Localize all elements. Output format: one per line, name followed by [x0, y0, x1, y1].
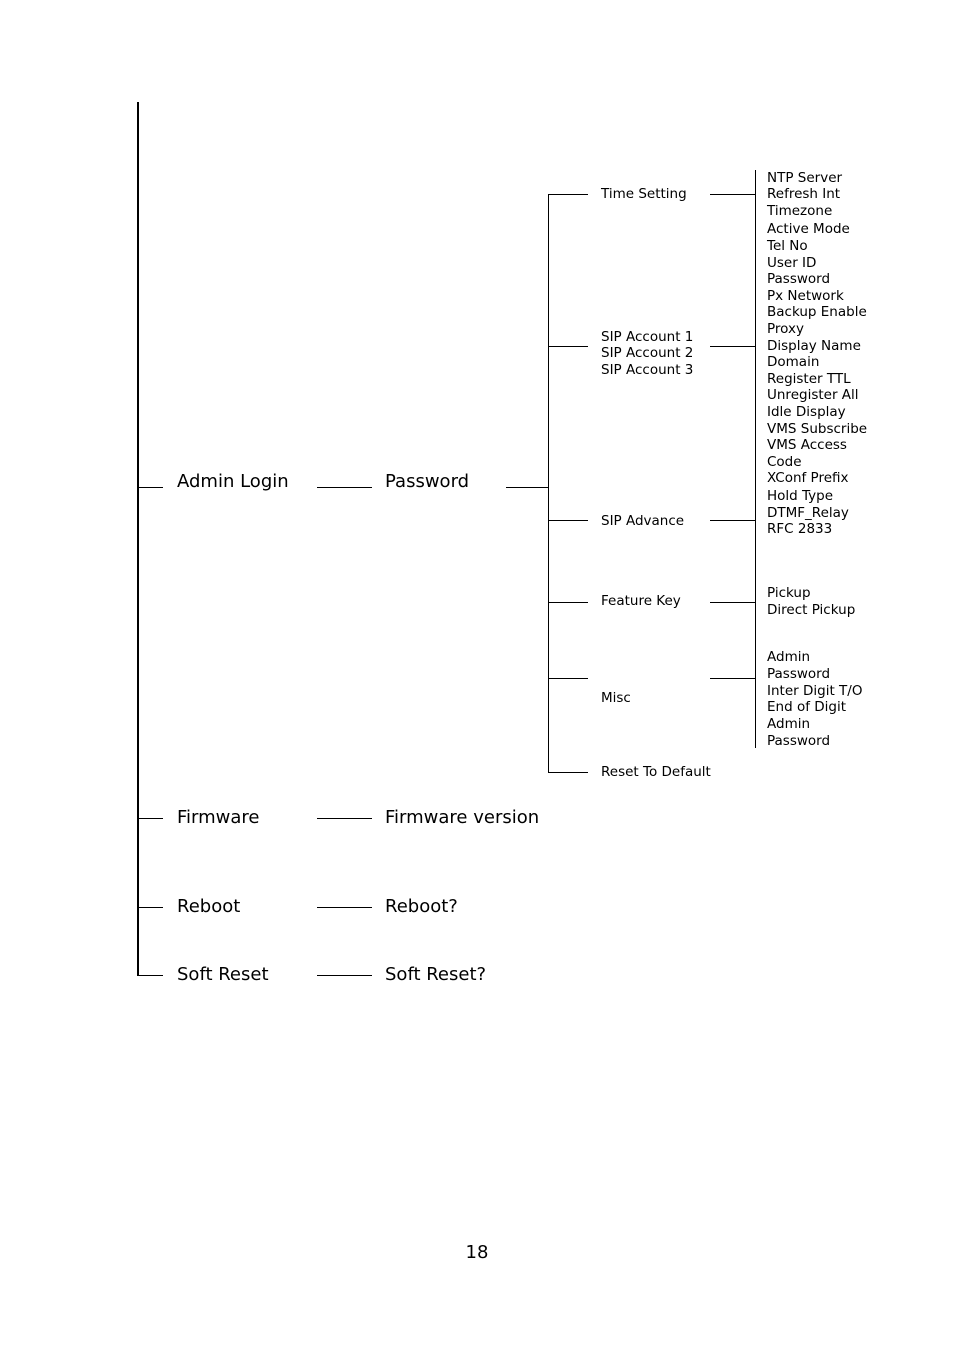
option-dtmf-relay: DTMF_Relay	[767, 505, 849, 521]
time-setting-options-connector	[710, 194, 755, 195]
option-refresh-int: Refresh Int	[767, 186, 841, 202]
sip-account-1-label: SIP Account 1	[601, 329, 694, 345]
soft-reset-label: Soft Reset	[177, 964, 269, 985]
options-trunk-line	[755, 170, 756, 748]
option-end-of-digit: End of Digit	[767, 699, 847, 715]
password-to-submenu-connector	[506, 487, 548, 488]
main-trunk-line	[137, 102, 139, 976]
option-admin-password-2: Admin Password	[767, 716, 831, 749]
feature-key-connector	[548, 602, 588, 603]
option-inter-digit-to: Inter Digit T/O	[767, 683, 863, 699]
option-backup-enable: Backup Enable	[767, 304, 867, 320]
feature-key-options-connector	[710, 602, 755, 603]
time-setting-connector	[548, 194, 588, 195]
option-password: Password	[767, 271, 831, 287]
password-label: Password	[385, 471, 470, 492]
option-xconf-prefix: XConf Prefix	[767, 470, 849, 486]
option-idle-display: Idle Display	[767, 404, 846, 420]
firmware-label: Firmware	[177, 807, 260, 828]
sip-account-options-connector	[710, 346, 755, 347]
option-register-ttl: Register TTL	[767, 371, 851, 387]
option-domain: Domain	[767, 354, 820, 370]
option-display-name: Display Name	[767, 338, 861, 354]
option-hold-type: Hold Type	[767, 488, 834, 504]
admin-login-to-password-connector	[317, 487, 372, 488]
option-active-mode: Active Mode	[767, 221, 850, 237]
submenu-trunk-line	[548, 194, 549, 772]
sip-account-connector	[548, 346, 588, 347]
firmware-to-version-connector	[317, 818, 372, 819]
option-user-id: User ID	[767, 255, 817, 271]
misc-label: Misc	[601, 690, 631, 706]
sip-advance-label: SIP Advance	[601, 513, 685, 529]
option-direct-pickup: Direct Pickup	[767, 602, 856, 618]
page-number: 18	[465, 1242, 489, 1263]
option-proxy: Proxy	[767, 321, 804, 337]
admin-login-label: Admin Login	[177, 471, 289, 492]
option-unregister-all: Unregister All	[767, 387, 859, 403]
firmware-connector	[137, 818, 163, 819]
reboot-label: Reboot	[177, 896, 241, 917]
admin-login-connector	[137, 487, 163, 488]
sip-advance-options-connector	[710, 520, 755, 521]
soft-reset-connector	[137, 975, 163, 976]
sip-account-3-label: SIP Account 3	[601, 362, 694, 378]
firmware-version-label: Firmware version	[385, 807, 540, 828]
feature-key-label: Feature Key	[601, 593, 681, 609]
option-tel-no: Tel No	[767, 238, 808, 254]
option-px-network: Px Network	[767, 288, 844, 304]
sip-account-2-label: SIP Account 2	[601, 345, 694, 361]
option-timezone: Timezone	[767, 203, 833, 219]
option-ntp-server: NTP Server	[767, 170, 843, 186]
time-setting-label: Time Setting	[601, 186, 687, 202]
soft-reset-to-confirm-connector	[317, 975, 372, 976]
reboot-confirm-label: Reboot?	[385, 896, 458, 917]
option-vms-access-code: VMS Access Code	[767, 437, 847, 470]
option-rfc-2833: RFC 2833	[767, 521, 833, 537]
reset-default-label: Reset To Default	[601, 764, 711, 780]
reboot-connector	[137, 907, 163, 908]
option-vms-subscribe: VMS Subscribe	[767, 421, 868, 437]
misc-options-connector	[710, 678, 755, 679]
soft-reset-confirm-label: Soft Reset?	[385, 964, 487, 985]
option-admin-password: Admin Password	[767, 649, 831, 682]
option-pickup: Pickup	[767, 585, 811, 601]
reset-default-connector	[548, 772, 588, 773]
sip-advance-connector	[548, 520, 588, 521]
reboot-to-confirm-connector	[317, 907, 372, 908]
misc-connector	[548, 678, 588, 679]
